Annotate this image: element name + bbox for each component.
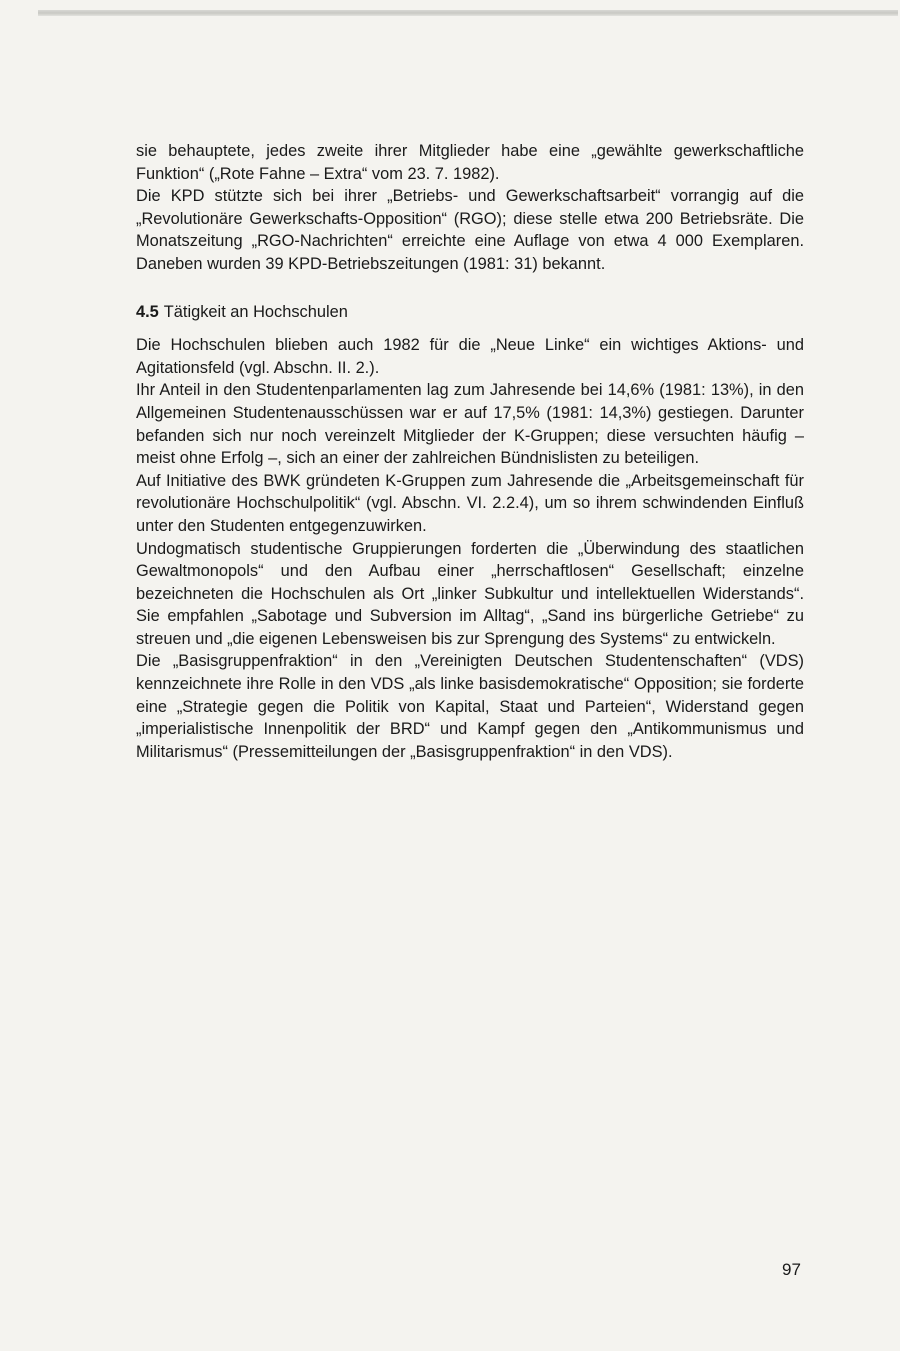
scan-top-edge — [38, 10, 898, 16]
page-number: 97 — [782, 1260, 801, 1279]
paragraph-undogmatic-groups: Undogmatisch studentische Gruppierungen forderten die „Überwindung des staatlichen Gewaltmonopols“ und den Aufbau einer „herrschaftlosen“ Gesellschaft; einzelne bezeichneten die Hochschulen als Ort „linker Subkultur und intellektuellen Widerstands“. Sie empfahlen „Sabotage und Subversion im Alltag“, „Sand ins bürgerliche Getriebe“ zu streuen und „die eigenen Lebensweisen bis zur Sprengung des Systems“ zu entwickeln. — [136, 539, 804, 648]
paragraph-bwk-initiative: Auf Initiative des BWK gründeten K-Gruppen zum Jahresende die „Arbeitsgemeinschaft für revolutionäre Hochschulpolitik“ (vgl. Abschn. VI. 2.2.4), um so ihrem schwindenden Einfluß unter den Studenten entgegenzuwirken. — [136, 471, 804, 535]
section-number: 4.5 — [136, 302, 159, 321]
page-body — [136, 140, 804, 763]
paragraph-union-function: sie behauptete, jedes zweite ihrer Mitglieder habe eine „gewählte gewerkschaftliche Funktion“ („Rote Fahne – Extra“ vom 23. 7. 1982). — [136, 142, 804, 183]
paragraph-kpd-rgo: Die KPD stützte sich bei ihrer „Betriebs- und Gewerkschaftsarbeit“ vorrangig auf die „Revolutionäre Gewerkschafts-Opposition“ (RGO); diese stelle etwa 200 Betriebsräte. Die Monatszeitung „RGO-Nachrichten“ erreichte eine Auflage von etwa 4 000 Exemplaren. Daneben wurden 39 KPD-Betriebszeitungen (1981: 31) bekannt. — [136, 187, 804, 273]
paragraph-student-parliaments: Ihr Anteil in den Studentenparlamenten lag zum Jahresende bei 14,6% (1981: 13%), in den Allgemeinen Studentenausschüssen war er auf 17,5% (1981: 14,3%) gestiegen. Darunter befanden sich nur noch vereinzelt Mitglieder der K-Gruppen; diese versuchten häufig – meist ohne Erfolg –, sich an einer der zahlreichen Bündnislisten zu beteiligen. — [136, 381, 804, 468]
section-title: Tätigkeit an Hochschulen — [163, 302, 348, 321]
paragraph-basisgruppenfraktion: Die „Basisgruppenfraktion“ in den „Vereinigten Deutschen Studentenschaften“ (VDS) kennzeichnete ihre Rolle in den VDS „als linke basisdemokratische“ Opposition; sie forderte eine „Strategie gegen die Politik von Kapital, Staat und Parteien“, Widerstand gegen „imperialistische Innenpolitik der BRD“ und Kampf gegen den „Antikommunismus und Militarismus“ (Pressemitteilungen der „Basisgruppenfraktion“ in den VDS). — [136, 652, 804, 761]
section-heading — [136, 301, 804, 324]
paragraph-universities-intro: Die Hochschulen blieben auch 1982 für die „Neue Linke“ ein wichtiges Aktions- und Agitationsfeld (vgl. Abschn. II. 2.). — [136, 336, 804, 377]
